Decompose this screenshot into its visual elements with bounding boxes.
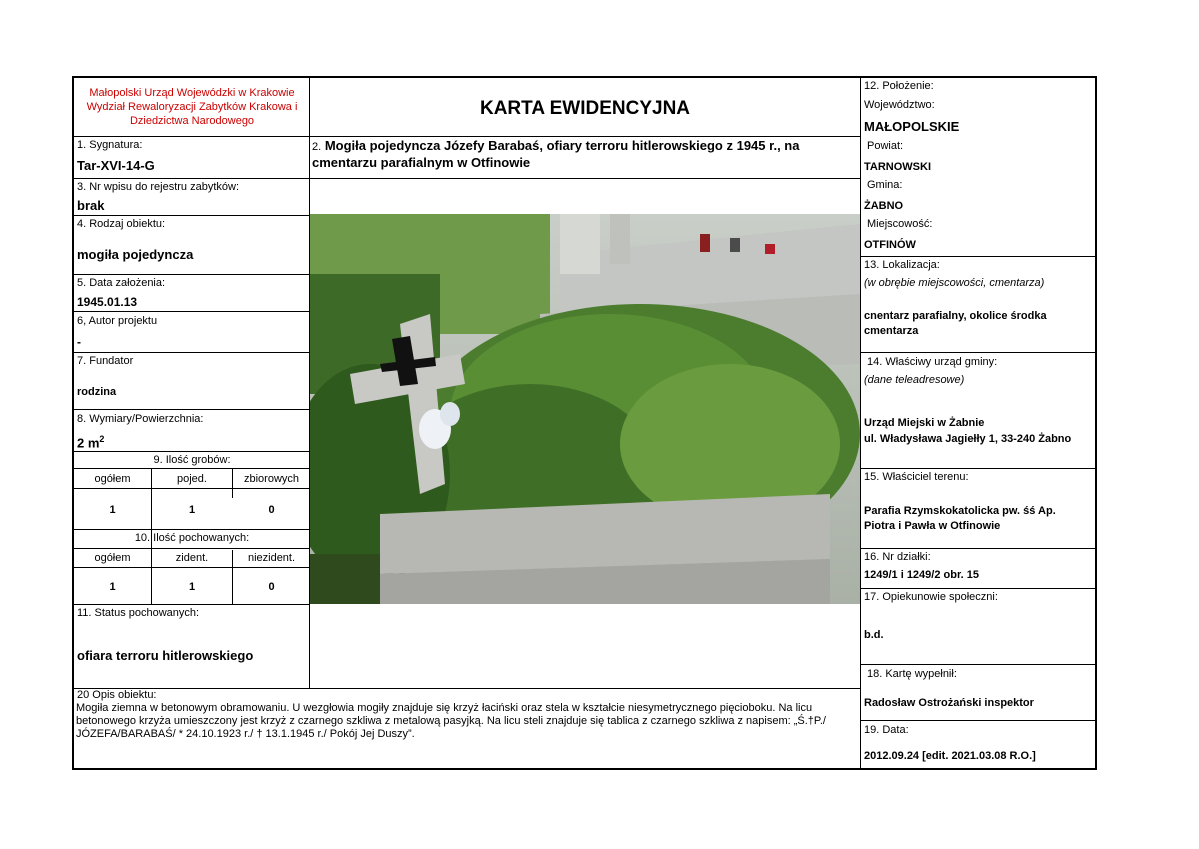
graves-total: 1 [109,504,116,516]
description-line: JÓZEFA/BARABAŚ/ * 24.10.1923 r./ † 13.1.1945 r./ Pokój Jej Duszy”. [76,728,415,740]
plot-label: 16. Nr działki: [864,551,931,563]
fill-date-value: 2012.09.24 [edit. 2021.03.08 R.O.] [864,750,1036,762]
voivodeship-label: Województwo: [864,99,935,111]
description-text [76,702,856,741]
status-label: 11. Status pochowanych: [77,607,200,619]
guardians-value: b.d. [864,629,884,641]
location-label: 12. Położenie: [864,80,934,92]
status-value: ofiara terroru hitlerowskiego [77,648,254,663]
commune-label: Gmina: [867,179,903,191]
grave-photo [310,214,860,604]
author-label: 6, Autor projektu [77,315,158,327]
card-title: KARTA EWIDENCYJNA [479,98,691,119]
graves-header-collective: zbiorowych [243,473,300,485]
type-value: mogiła pojedyncza [77,247,194,262]
date-label: 5. Data założenia: [77,277,166,289]
description-label: 20 Opis obiektu: [77,689,157,701]
institution-line: Wydział Rewaloryzacji Zabytków Krakowa i [86,101,298,113]
object-number: 2. [312,141,322,153]
buried-header-identified: zident. [175,552,209,564]
buried-header-total: ogółem [94,552,131,564]
office-hint: (dane teleadresowe) [864,374,965,386]
owner-value-line1: Parafia Rzymskokatolicka pw. śś Ap. [864,505,1056,517]
localization-hint: (w obrębie miejscowości, cmentarza) [864,277,1045,289]
object-name-line2: cmentarzu parafialnym w Otfinowie [312,155,531,170]
graves-collective: 0 [268,504,275,516]
dimensions-label: 8. Wymiary/Powierzchnia: [77,413,204,425]
description-line: Mogiła ziemna w betonowym obramowaniu. U wezgłowia mogiły znajduje się krzyż łaciński oraz stela w kształcie niesymetrycznego pięcioboku. Na licu [76,702,813,714]
localization-value-line1: cnentarz parafialny, okolice środka [864,310,1047,322]
record-card [72,76,1097,770]
county-value: TARNOWSKI [864,161,932,173]
buried-unidentified: 0 [268,581,275,593]
founder-value: rodzina [77,386,117,398]
voivodeship-value: MAŁOPOLSKIE [864,119,960,134]
divider-right [860,78,861,770]
dimensions-number: 2 m [77,435,100,451]
locality-label: Miejscowość: [867,218,933,230]
author-value: - [77,335,81,349]
graves-header-single: pojed. [177,473,207,485]
buried-total: 1 [109,581,116,593]
localization-value-line2: cmentarza [864,325,919,337]
register-value: brak [77,198,105,213]
buried-identified: 1 [188,581,196,593]
date-value: 1945.01.13 [77,295,138,309]
office-value-line2: ul. Władysława Jagiełły 1, 33-240 Żabno [864,433,1072,445]
localization-label: 13. Lokalizacja: [864,259,940,271]
fill-date-label: 19. Data: [864,724,909,736]
buried-header-unidentified: niezident. [247,552,296,564]
object-name-line1: Mogiła pojedyncza Józefy Barabaś, ofiary terroru hitlerowskiego z 1945 r., na [324,138,800,153]
grave-photo-image [310,214,860,604]
commune-value: ŻABNO [864,200,904,212]
institution-line: Dziedzictwa Narodowego [129,115,255,127]
graves-label: 9. Ilość grobów: [153,454,231,466]
register-label: 3. Nr wpisu do rejestru zabytków: [77,181,240,193]
description-line: betonowego krzyża umieszczony jest krzyż z czarnego szkliwa z metalową pasyjką. Na licu steli znajduje się tablica z czarnego szkliwa z napisem: „Ś.†P./ [76,715,826,727]
object-name [312,138,852,171]
dimensions-superscript: 2 [99,434,105,444]
office-value-line1: Urząd Miejski w Żabnie [864,417,985,429]
graves-header-total: ogółem [94,473,131,485]
county-label: Powiat: [867,140,904,152]
guardians-label: 17. Opiekunowie społeczni: [864,591,998,603]
filled-by-label: 18. Kartę wypełnił: [867,668,957,680]
founder-label: 7. Fundator [77,355,134,367]
institution-name [76,86,308,128]
dimensions-value [77,432,104,450]
institution-line: Małopolski Urząd Wojewódzki w Krakowie [89,87,295,99]
signature-value: Tar-XVI-14-G [77,158,155,173]
signature-label: 1. Sygnatura: [77,139,143,151]
office-label: 14. Właściwy urząd gminy: [867,356,998,368]
graves-single: 1 [188,504,196,516]
locality-value: OTFINÓW [864,239,916,251]
buried-label: 10. Ilość pochowanych: [134,532,250,544]
owner-value-line2: Piotra i Pawła w Otfinowie [864,520,1001,532]
plot-value: 1249/1 i 1249/2 obr. 15 [864,569,979,581]
type-label: 4. Rodzaj obiektu: [77,218,166,230]
owner-label: 15. Właściciel terenu: [864,471,969,483]
filled-by-value: Radosław Ostrożański inspektor [864,697,1034,709]
